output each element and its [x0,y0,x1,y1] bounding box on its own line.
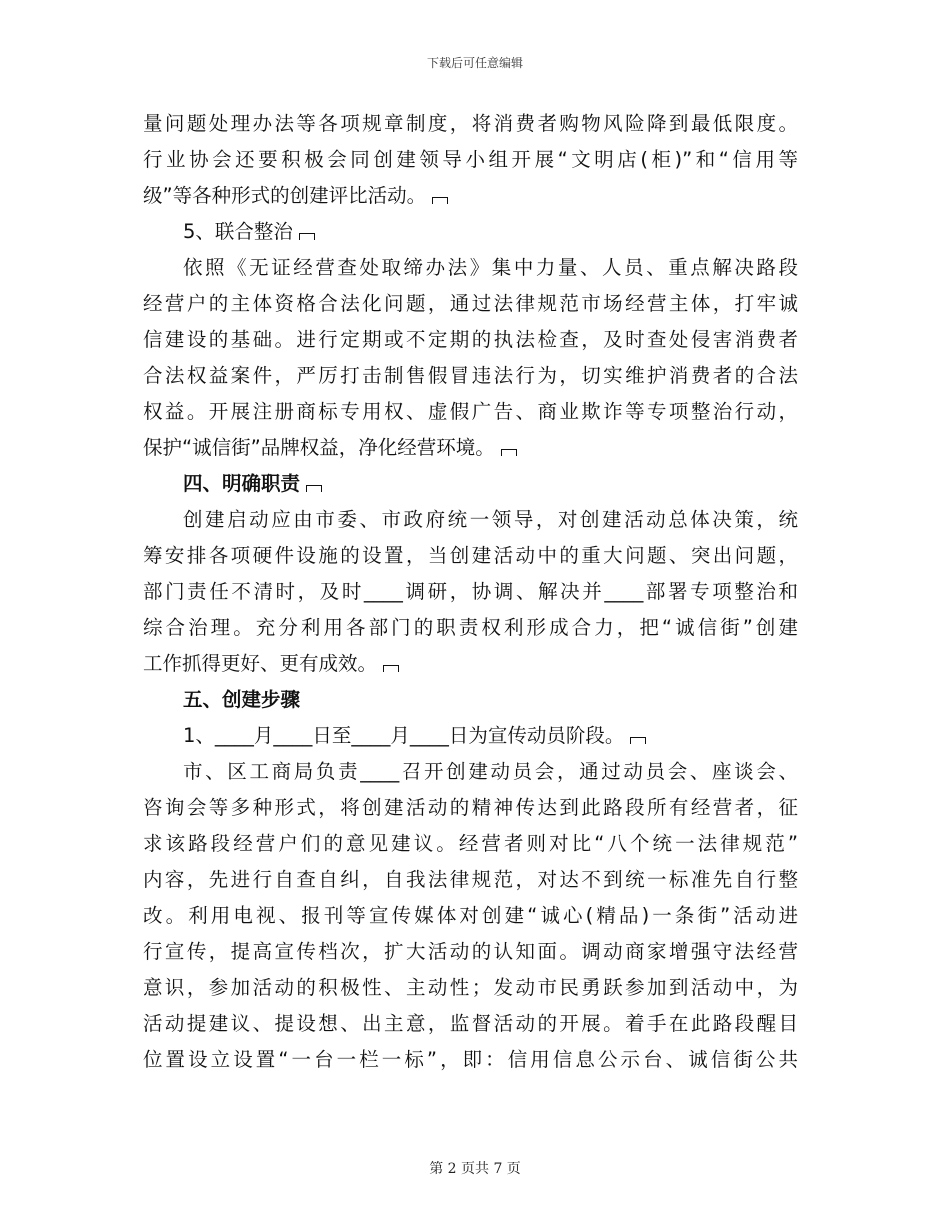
section-heading: 四、明确职责 [143,466,798,502]
paragraph-line: 意识，参加活动的积极性、主动性；发动市民勇跃参加到活动中，为 [143,976,798,999]
paragraph-line: 依照《无证经营查处取缔办法》集中力量、人员、重点解决路段 [183,256,798,279]
paragraph-line: 1、____月____日至____月____日为宣传动员阶段。 [143,718,798,754]
paragraph-line: 行宣传，提高宣传档次，扩大活动的认知面。调动商家增强守法经营 [143,940,798,963]
paragraph-line: 部门责任不清时，及时____调研，协调、解决并____部署专项整治和 [143,580,798,603]
paragraph-line: 合法权益案件，严厉打击制售假冒违法行为，切实维护消费者的合法 [143,364,798,387]
paragraph-line: 市、区工商局负责____召开创建动员会，通过动员会、座谈会、 [183,760,798,783]
paragraph-mark-icon [306,485,322,492]
page-header: 下载后可任意编辑 [426,56,523,70]
paragraph-mark-icon [383,665,399,672]
section-heading: 5、联合整治 [143,214,798,250]
paragraph-line: 综合治理。充分利用各部门的职责权利形成合力，把“诚信街”创建 [143,616,798,639]
page-number: 第 2 页共 7 页 [429,1161,521,1177]
paragraph-line: 量问题处理办法等各项规章制度，将消费者购物风险降到最低限度。 [143,112,798,135]
paragraph-line: 改。利用电视、报刊等宣传媒体对创建“诚心(精品)一条街”活动进 [143,904,798,927]
paragraph-line: 工作抓得更好、更有成效。 [143,646,798,682]
paragraph-line: 活动提建议、提设想、出主意，监督活动的开展。着手在此路段醒目 [143,1012,798,1035]
paragraph-mark-icon [432,197,448,204]
paragraph-mark-icon [501,449,517,456]
paragraph-line: 求该路段经营户们的意见建议。经营者则对比“八个统一法律规范” [143,832,798,855]
paragraph-line: 行业协会还要积极会同创建领导小组开展“文明店(柜)”和“信用等 [143,148,798,171]
paragraph-line: 内容，先进行自查自纠，自我法律规范，对达不到统一标准先自行整 [143,868,798,891]
paragraph-mark-icon [630,737,646,744]
paragraph-line: 创建启动应由市委、市政府统一领导，对创建活动总体决策，统 [183,508,798,531]
paragraph-line: 级”等各种形式的创建评比活动。 [143,178,798,214]
section-heading: 五、创建步骤 [183,688,301,711]
paragraph-line: 咨询会等多种形式，将创建活动的精神传达到此路段所有经营者，征 [143,796,798,819]
paragraph-line: 信建设的基础。进行定期或不定期的执法检查，及时查处侵害消费者 [143,328,798,351]
paragraph-line: 经营户的主体资格合法化问题，通过法律规范市场经营主体，打牢诚 [143,292,798,315]
paragraph-line: 保护“诚信街”品牌权益，净化经营环境。 [143,430,798,466]
paragraph-line: 筹安排各项硬件设施的设置，当创建活动中的重大问题、突出问题， [143,544,798,567]
document-body [143,106,798,1078]
paragraph-line: 位置设立设置“一台一栏一标”，即：信用信息公示台、诚信街公共 [143,1048,798,1071]
paragraph-mark-icon [299,233,315,240]
paragraph-line: 权益。开展注册商标专用权、虚假广告、商业欺诈等专项整治行动， [143,400,798,423]
